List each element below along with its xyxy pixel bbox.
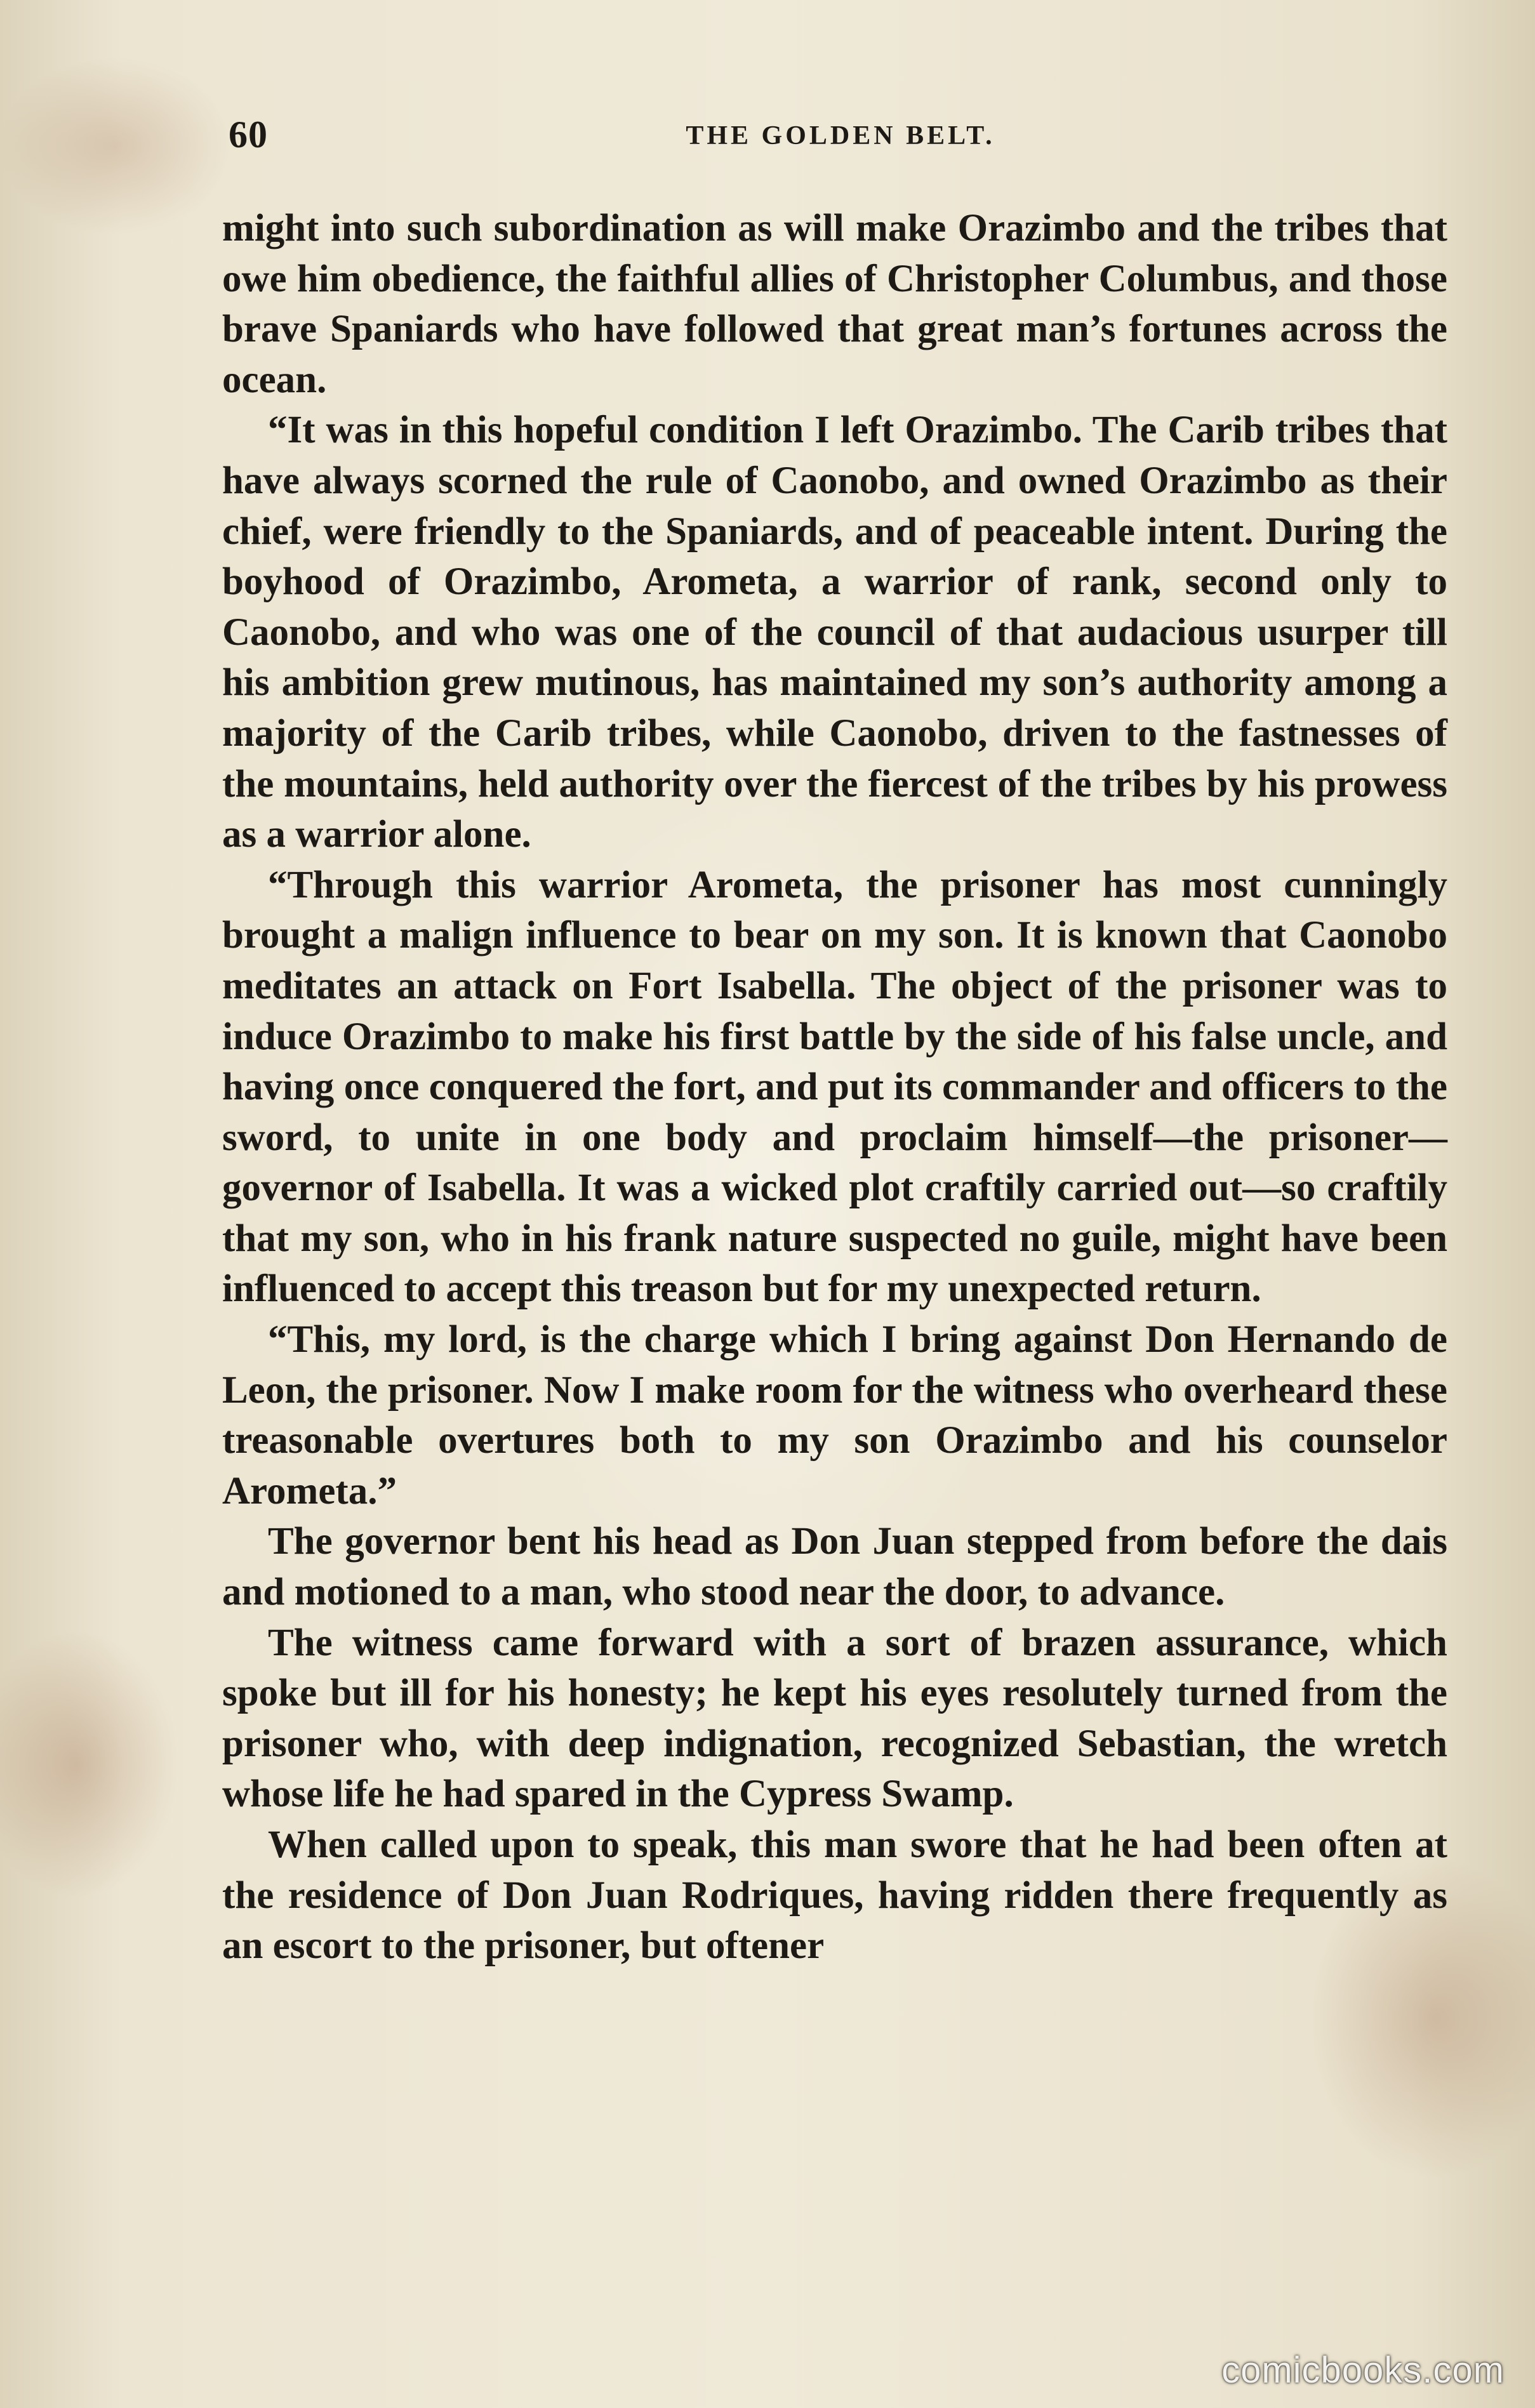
page-number: 60 — [229, 114, 268, 155]
running-title: THE GOLDEN BELT. — [686, 121, 995, 150]
paragraph-3: “Through this warrior Arometa, the prisoner has most cunningly brought a malign influence to bear on my son. It is known that Caonobo meditates an attack on Fort Isabella. The object of the prisoner was to induce Orazimbo to make his first battle by the side of his false uncle, and having once conquered the fort, and put its commander and officers to the sword, to unite in one body and proclaim himself—the prisoner—governor of Isabella. It was a wicked plot craftily carried out—so craftily that my son, who in his frank nature suspected no guile, might have been influenced to accept this treason but for my unexpected return. — [222, 863, 1447, 1311]
paragraph-4: “This, my lord, is the charge which I bring against Don Hernando de Leon, the prisoner. Now I make room for the witness who overheard these treasonable overtures both to my son Orazimbo and his counselor Arometa.” — [222, 1318, 1447, 1512]
page-header — [229, 113, 1452, 164]
watermark: comicbooks.com — [1221, 2350, 1505, 2391]
paragraph-6: The witness came forward with a sort of brazen assurance, which spoke but ill for his honesty; he kept his eyes resolutely turned from the prisoner who, with deep indignation, recognized Sebastian, the wretch whose life he had spared in the Cypress Swamp. — [222, 1621, 1447, 1816]
paragraph-1: might into such subordination as will make Orazimbo and the tribes that owe him obedience, the faithful allies of Christopher Columbus, and those brave Spaniards who have followed that great man’s fortunes across the ocean. — [222, 207, 1447, 401]
paragraph-7: When called upon to speak, this man swore that he had been often at the residence of Don Juan Rodriques, having ridden there frequently as an escort to the prisoner, but oftener — [222, 1823, 1447, 1968]
paragraph-5: The governor bent his head as Don Juan stepped from before the dais and motioned to a man, who stood near the door, to advance. — [222, 1520, 1447, 1614]
paragraph-2: “It was in this hopeful condition I left Orazimbo. The Carib tribes that have always scorned the rule of Caonobo, and owned Orazimbo as their chief, were friendly to the Spaniards, and of peaceable intent. During the boyhood of Orazimbo, Arometa, a warrior of rank, second only to Caonobo, and who was one of the council of that audacious usurper till his ambition grew mutinous, has maintained my son’s authority among a majority of the Carib tribes, while Caonobo, driven to the fastnesses of the mountains, held authority over the fiercest of the tribes by his prowess as a warrior alone. — [222, 409, 1447, 856]
body-text — [222, 203, 1447, 1971]
